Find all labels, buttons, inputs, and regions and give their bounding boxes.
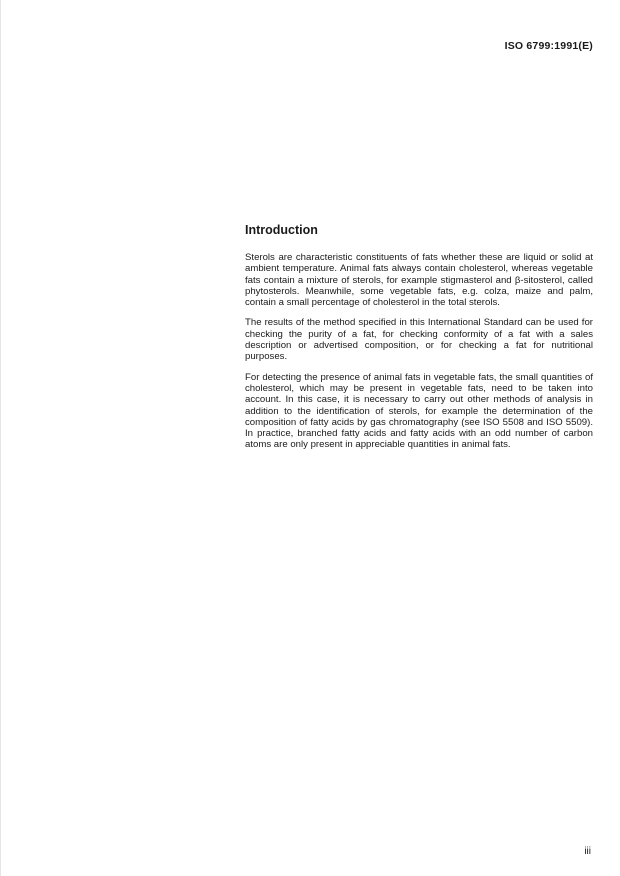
paragraph-sterols: Sterols are characteristic constituents of fats whether these are liquid or solid at ambient temperature. Animal fats always contain cholesterol, whereas vegetable fats contain a mixture of sterols, for example stigmasterol and β-sitosterol, called phytosterols. Meanwhile, some vegetable fats, e.g. colza, maize and palm, contain a small percentage of cholesterol in the total sterols.: [245, 252, 593, 309]
introduction-section: [245, 223, 593, 460]
paragraph-animal-fats: For detecting the presence of animal fats in vegetable fats, the small quantities of cholesterol, which may be present in vegetable fats, need to be taken into account. In this case, it is necessary to carry out other methods of analysis in addition to the identification of sterols, for example the determination of the composition of fatty acids by gas chromatography (see ISO 5508 and ISO 5509). In practice, branched fatty acids and fatty acids with an odd number of carbon atoms are only present in appreciable quantities in animal fats.: [245, 371, 593, 451]
document-identifier: ISO 6799:1991(E): [504, 40, 593, 52]
page-number: iii: [584, 846, 591, 857]
section-heading: Introduction: [245, 223, 318, 237]
paragraph-method-use: The results of the method specified in this International Standard can be used for checking the purity of a fat, for checking conformity of a fat with a sales description or advertised composition, or for checking a fat for nutritional purposes.: [245, 317, 593, 363]
page-edge: [0, 0, 1, 876]
